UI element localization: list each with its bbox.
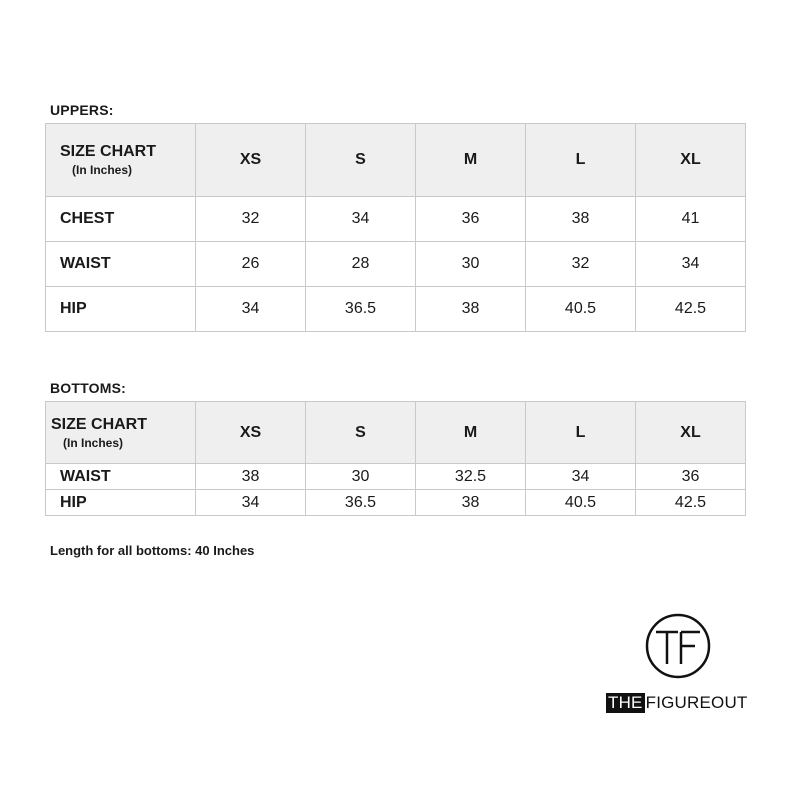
bottoms-units-label: (In Inches) — [63, 435, 124, 450]
uppers-size-chart-label: SIZE CHART — [60, 143, 156, 160]
table-cell: 34 — [526, 464, 636, 490]
table-cell: 38 — [526, 197, 636, 242]
table-cell: 42.5 — [636, 287, 746, 332]
bottoms-size-chart-label: SIZE CHART — [51, 415, 147, 433]
brand-logo — [606, 612, 754, 716]
uppers-size-table — [45, 123, 746, 332]
bottoms-size-header: XS — [196, 402, 306, 464]
uppers-title: UPPERS: — [50, 102, 114, 118]
table-cell: 28 — [306, 242, 416, 287]
bottoms-corner-cell — [46, 402, 196, 464]
table-row — [46, 242, 746, 287]
table-row — [46, 490, 746, 516]
table-row — [46, 287, 746, 332]
bottoms-size-header: S — [306, 402, 416, 464]
bottoms-size-table — [45, 401, 746, 516]
tf-monogram-icon — [644, 612, 712, 680]
table-cell: 38 — [196, 464, 306, 490]
table-cell: 30 — [306, 464, 416, 490]
uppers-size-header: S — [306, 124, 416, 197]
row-label-waist: WAIST — [46, 242, 196, 287]
bottoms-size-header: XL — [636, 402, 746, 464]
table-cell: 42.5 — [636, 490, 746, 516]
uppers-size-header: L — [526, 124, 636, 197]
uppers-corner-cell — [46, 124, 196, 197]
row-label-hip: HIP — [46, 490, 196, 516]
table-cell: 36.5 — [306, 287, 416, 332]
table-cell: 34 — [196, 490, 306, 516]
table-row — [46, 197, 746, 242]
brand-wordmark — [606, 692, 748, 714]
bottoms-size-header: L — [526, 402, 636, 464]
table-cell: 34 — [636, 242, 746, 287]
uppers-size-header: XS — [196, 124, 306, 197]
row-label-chest: CHEST — [46, 197, 196, 242]
table-cell: 38 — [416, 490, 526, 516]
row-label-waist: WAIST — [46, 464, 196, 490]
wordmark-figureout: FIGUREOUT — [645, 693, 748, 712]
bottoms-title: BOTTOMS: — [50, 380, 127, 396]
row-label-hip: HIP — [46, 287, 196, 332]
bottoms-length-note: Length for all bottoms: 40 Inches — [50, 543, 255, 558]
table-cell: 36.5 — [306, 490, 416, 516]
bottoms-size-header: M — [416, 402, 526, 464]
table-row — [46, 464, 746, 490]
uppers-size-header: M — [416, 124, 526, 197]
bottoms-header-row — [46, 402, 746, 464]
table-cell: 30 — [416, 242, 526, 287]
table-cell: 40.5 — [526, 287, 636, 332]
uppers-header-row — [46, 124, 746, 197]
table-cell: 36 — [636, 464, 746, 490]
uppers-size-header: XL — [636, 124, 746, 197]
table-cell: 36 — [416, 197, 526, 242]
table-cell: 40.5 — [526, 490, 636, 516]
table-cell: 41 — [636, 197, 746, 242]
table-cell: 34 — [196, 287, 306, 332]
table-cell: 26 — [196, 242, 306, 287]
table-cell: 34 — [306, 197, 416, 242]
table-cell: 32 — [526, 242, 636, 287]
wordmark-the: THE — [608, 693, 643, 712]
uppers-units-label: (In Inches) — [72, 163, 133, 177]
table-cell: 38 — [416, 287, 526, 332]
table-cell: 32.5 — [416, 464, 526, 490]
table-cell: 32 — [196, 197, 306, 242]
